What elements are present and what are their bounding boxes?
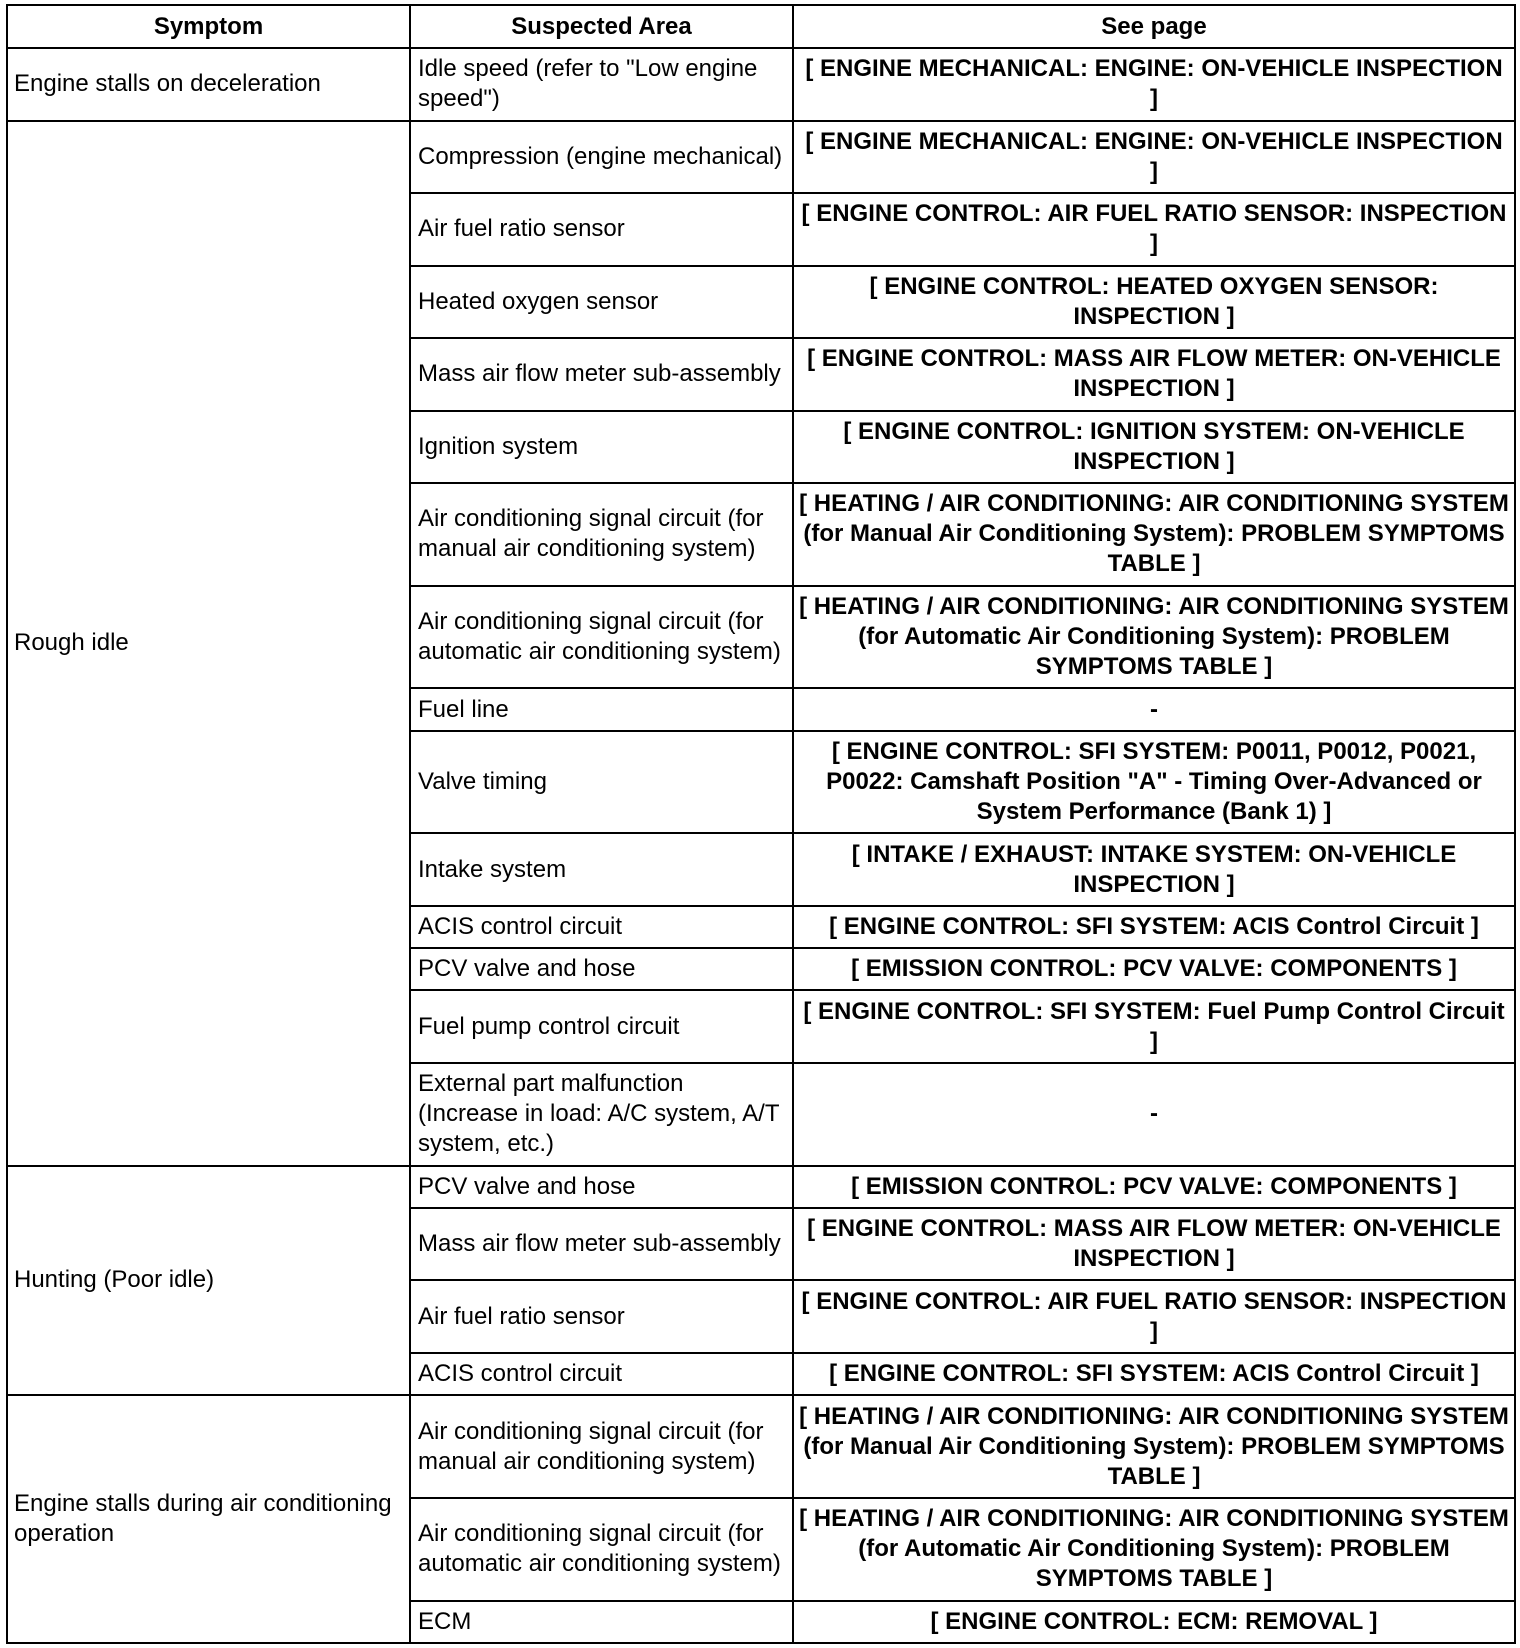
see-page-cell: [ EMISSION CONTROL: PCV VALVE: COMPONENTS ] (793, 1166, 1515, 1208)
see-page-cell: [ ENGINE CONTROL: HEATED OXYGEN SENSOR: INSPECTION ] (793, 266, 1515, 339)
see-page-cell: [ ENGINE CONTROL: IGNITION SYSTEM: ON-VEHICLE INSPECTION ] (793, 411, 1515, 484)
see-page-cell: [ ENGINE CONTROL: AIR FUEL RATIO SENSOR: INSPECTION ] (793, 1280, 1515, 1353)
suspected-area-cell: PCV valve and hose (410, 1166, 793, 1208)
suspected-area-cell: Air fuel ratio sensor (410, 193, 793, 266)
suspected-area-cell: ACIS control circuit (410, 1353, 793, 1395)
suspected-area-cell: ACIS control circuit (410, 906, 793, 948)
see-page-cell: [ HEATING / AIR CONDITIONING: AIR CONDITIONING SYSTEM (for Manual Air Conditioning System): PROBLEM SYMPTOMS TABLE ] (793, 1395, 1515, 1498)
see-page-cell: [ ENGINE MECHANICAL: ENGINE: ON-VEHICLE INSPECTION ] (793, 121, 1515, 194)
header-symptom: Symptom (7, 5, 410, 48)
suspected-area-cell: ECM (410, 1601, 793, 1643)
suspected-area-cell: Ignition system (410, 411, 793, 484)
symptom-cell: Rough idle (7, 121, 410, 1166)
symptom-cell: Engine stalls during air conditioning operation (7, 1395, 410, 1643)
symptom-cell: Engine stalls on deceleration (7, 48, 410, 121)
suspected-area-cell: Air conditioning signal circuit (for automatic air conditioning system) (410, 1498, 793, 1601)
symptom-cell: Hunting (Poor idle) (7, 1166, 410, 1396)
suspected-area-cell: Intake system (410, 833, 793, 906)
see-page-cell: [ ENGINE CONTROL: SFI SYSTEM: ACIS Control Circuit ] (793, 1353, 1515, 1395)
suspected-area-cell: Mass air flow meter sub-assembly (410, 338, 793, 411)
suspected-area-cell: Air fuel ratio sensor (410, 1280, 793, 1353)
header-suspected-area: Suspected Area (410, 5, 793, 48)
suspected-area-cell: Air conditioning signal circuit (for manual air conditioning system) (410, 1395, 793, 1498)
table-row (7, 1166, 1515, 1208)
suspected-area-cell: Fuel pump control circuit (410, 990, 793, 1063)
suspected-area-cell: Compression (engine mechanical) (410, 121, 793, 194)
see-page-cell: [ ENGINE CONTROL: SFI SYSTEM: P0011, P0012, P0021, P0022: Camshaft Position "A" - Timing Over-Advanced or System Performance (Bank 1) ] (793, 731, 1515, 834)
suspected-area-cell: Fuel line (410, 688, 793, 730)
table-row (7, 121, 1515, 194)
see-page-cell: [ ENGINE MECHANICAL: ENGINE: ON-VEHICLE INSPECTION ] (793, 48, 1515, 121)
suspected-area-cell: Mass air flow meter sub-assembly (410, 1208, 793, 1281)
see-page-cell: [ ENGINE CONTROL: AIR FUEL RATIO SENSOR: INSPECTION ] (793, 193, 1515, 266)
see-page-cell: [ EMISSION CONTROL: PCV VALVE: COMPONENTS ] (793, 948, 1515, 990)
see-page-cell: [ ENGINE CONTROL: ECM: REMOVAL ] (793, 1601, 1515, 1643)
suspected-area-cell: Air conditioning signal circuit (for manual air conditioning system) (410, 483, 793, 586)
see-page-cell: [ HEATING / AIR CONDITIONING: AIR CONDITIONING SYSTEM (for Manual Air Conditioning System): PROBLEM SYMPTOMS TABLE ] (793, 483, 1515, 586)
suspected-area-cell: Valve timing (410, 731, 793, 834)
table-row (7, 48, 1515, 121)
see-page-cell: [ HEATING / AIR CONDITIONING: AIR CONDITIONING SYSTEM (for Automatic Air Conditioning System): PROBLEM SYMPTOMS TABLE ] (793, 586, 1515, 689)
see-page-cell: [ HEATING / AIR CONDITIONING: AIR CONDITIONING SYSTEM (for Automatic Air Conditioning System): PROBLEM SYMPTOMS TABLE ] (793, 1498, 1515, 1601)
see-page-cell: [ ENGINE CONTROL: MASS AIR FLOW METER: ON-VEHICLE INSPECTION ] (793, 338, 1515, 411)
suspected-area-cell: Heated oxygen sensor (410, 266, 793, 339)
see-page-cell: - (793, 1063, 1515, 1166)
see-page-cell: [ ENGINE CONTROL: SFI SYSTEM: Fuel Pump Control Circuit ] (793, 990, 1515, 1063)
see-page-cell: [ ENGINE CONTROL: MASS AIR FLOW METER: ON-VEHICLE INSPECTION ] (793, 1208, 1515, 1281)
suspected-area-cell: PCV valve and hose (410, 948, 793, 990)
suspected-area-cell: Air conditioning signal circuit (for automatic air conditioning system) (410, 586, 793, 689)
suspected-area-cell: External part malfunction (Increase in load: A/C system, A/T system, etc.) (410, 1063, 793, 1166)
table-row (7, 1395, 1515, 1498)
header-row (7, 5, 1515, 48)
header-see-page: See page (793, 5, 1515, 48)
see-page-cell: [ INTAKE / EXHAUST: INTAKE SYSTEM: ON-VEHICLE INSPECTION ] (793, 833, 1515, 906)
suspected-area-cell: Idle speed (refer to "Low engine speed") (410, 48, 793, 121)
see-page-cell: [ ENGINE CONTROL: SFI SYSTEM: ACIS Control Circuit ] (793, 906, 1515, 948)
problem-symptoms-table (6, 4, 1516, 1644)
see-page-cell: - (793, 688, 1515, 730)
